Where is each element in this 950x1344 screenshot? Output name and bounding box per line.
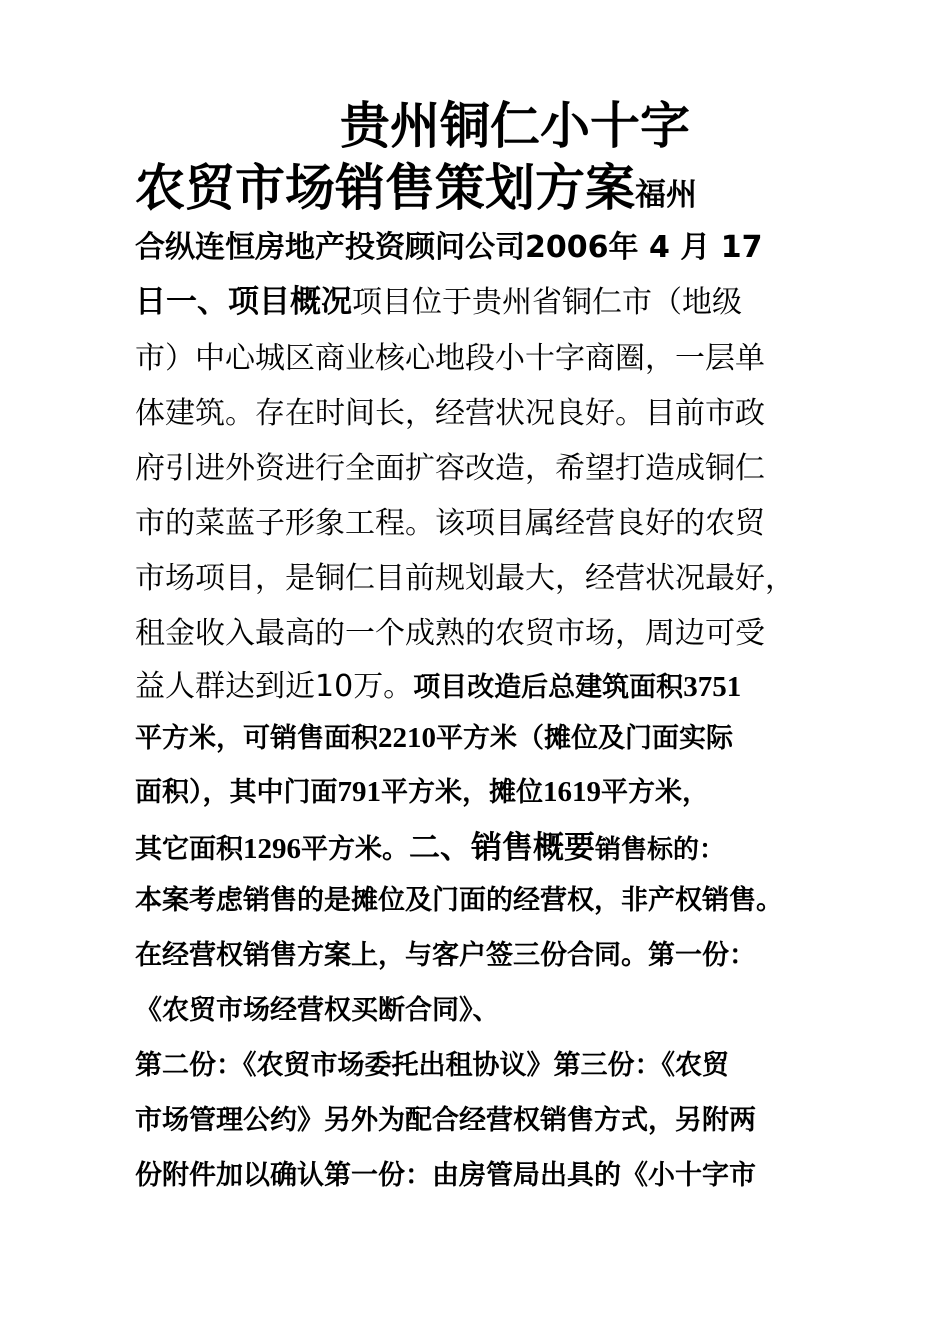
date-day-unit: 日: [135, 284, 166, 320]
paragraph3-line-2: 本案考虑销售的是摊位及门面的经营权，非产权销售。: [135, 885, 783, 916]
paragraph1-line-2: 市）中心城区商业核心地段小十字商圈，一层单: [135, 341, 765, 376]
section2-heading: 二、销售概要: [409, 830, 595, 866]
date-year-unit: 年: [608, 230, 639, 265]
paragraph1-line-5: 市的菜蓝子形象工程。该项目属经营良好的农贸: [135, 506, 765, 541]
number-segment: 791: [337, 776, 381, 808]
paragraph1-line-8: [135, 661, 741, 705]
paragraph3-line-5: 第二份：《农贸市场委托出租协议》第三份：《农贸: [135, 1050, 729, 1081]
paragraph2-line-2: [135, 770, 709, 809]
paragraph1-line-1: 项目位于贵州省铜仁市（地级: [352, 285, 742, 320]
text-segment: 益人群达到近: [135, 669, 315, 704]
number-segment: 1296: [243, 833, 301, 865]
paragraph3-line-4: 《农贸市场经营权买断合同》、: [135, 995, 500, 1026]
text-segment: 平方米，可销售面积: [135, 723, 378, 754]
text-segment: 平方米，: [601, 777, 709, 808]
text-segment: 其它面积: [135, 834, 243, 865]
date-year: 2006: [525, 230, 609, 265]
paragraph1-line-4: 府引进外资进行全面扩容改造，希望打造成铜仁: [135, 451, 765, 486]
number-segment: 2210: [378, 722, 436, 754]
sales-target-label: 销售标的：: [595, 835, 726, 865]
paragraph3-line-6: 市场管理公约》另外为配合经营权销售方式，另附两: [135, 1105, 756, 1136]
paragraph2-line-3: [135, 822, 725, 867]
paragraph1-line-6: 市场项目，是铜仁目前规划最大，经营状况最好，: [135, 561, 795, 596]
company-part-1: 福州: [635, 177, 697, 213]
company-date-line: [135, 222, 762, 266]
title-line-2: [135, 148, 697, 220]
title-text: 农贸市场销售策划方案: [135, 159, 635, 217]
title-line-1: 贵州铜仁小十字: [340, 97, 690, 155]
date-month-unit: 月: [680, 230, 711, 265]
text-segment: 万。: [353, 669, 414, 704]
text-segment: 平方米。: [301, 834, 409, 865]
paragraph3-line-3: 在经营权销售方案上，与客户签三份合同。第一份：: [135, 940, 756, 971]
paragraph1-line-3: 体建筑。存在时间长，经营状况良好。目前市政: [135, 396, 765, 431]
number-segment: 1619: [543, 776, 601, 808]
paragraph1-line-7: 租金收入最高的一个成熟的农贸市场，周边可受: [135, 616, 765, 651]
paragraph3-line-7: 份附件加以确认第一份：由房管局出具的《小十字市: [135, 1160, 756, 1191]
section1-heading: 一、项目概况: [166, 284, 352, 320]
number-segment: 3751: [683, 671, 742, 703]
text-segment: 平方米，摊位: [381, 777, 543, 808]
text-segment: 项目改造后总建筑面积: [413, 672, 684, 703]
date-day: 17: [720, 230, 763, 265]
section1-line: [135, 276, 742, 321]
paragraph2-line-1: [135, 716, 733, 755]
text-segment: 面积），其中门面: [135, 777, 338, 808]
company-name: 合纵连恒房地产投资顾问公司: [135, 230, 525, 265]
date-month: 4: [648, 230, 670, 265]
text-segment: 平方米（摊位及门面实际: [436, 723, 733, 754]
number-segment: 10: [315, 669, 354, 704]
